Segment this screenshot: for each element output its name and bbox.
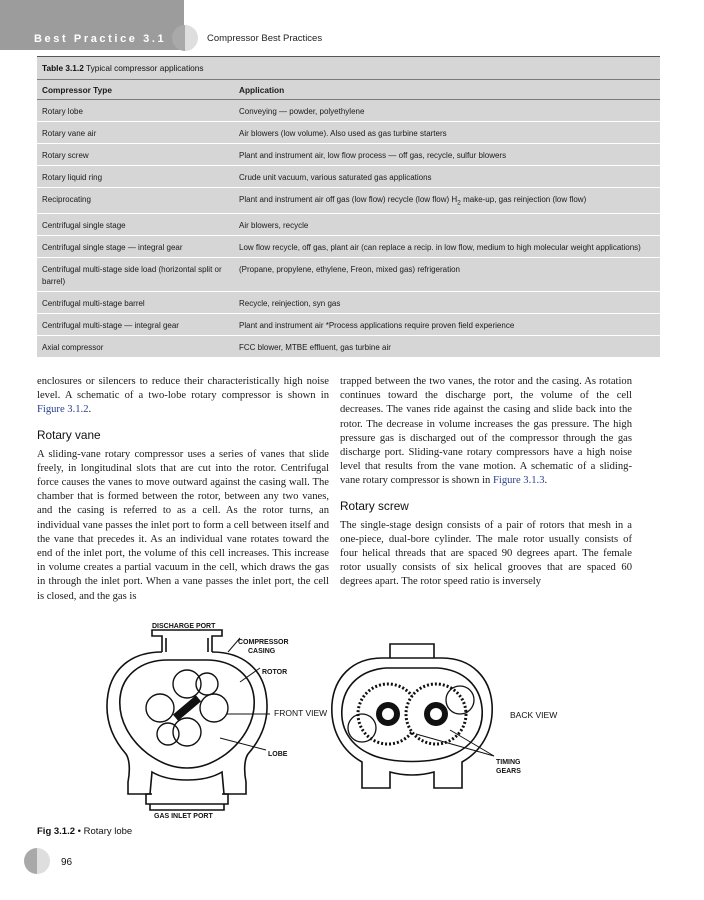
paragraph: [340, 375, 632, 489]
figure-title: Rotary lobe: [83, 826, 133, 837]
front-view-casing: [107, 630, 267, 810]
table-row: [37, 214, 660, 236]
col-header-type: Compressor Type: [42, 85, 112, 95]
table-caption: [37, 57, 660, 80]
cell-type: Rotary lobe: [42, 107, 83, 116]
cell-application: Low flow recycle, off gas, plant air (can replace a recip. in low flow, medium to high molecular weight applications): [239, 242, 641, 252]
label-gears: GEARS: [496, 768, 521, 775]
figure-number: Fig 3.1.2: [37, 826, 76, 837]
timing-gears: [348, 684, 474, 744]
label-timing: TIMING: [496, 759, 521, 766]
cell-type: Centrifugal single stage: [42, 220, 126, 230]
subscript-2: 2: [457, 199, 461, 207]
cell-application: Air blowers (low volume). Also used as gas turbine starters: [239, 129, 447, 138]
label-front-view: FRONT VIEW: [274, 708, 328, 718]
paragraph-text: .: [544, 475, 548, 487]
figure-caption: [37, 826, 132, 837]
cell-type: Reciprocating: [42, 195, 91, 204]
table-header-row: [37, 80, 660, 100]
table-row: [37, 188, 660, 214]
cell-application: Plant and instrument air, low flow process — off gas, recycle, sulfur blowers: [239, 151, 507, 160]
cell-application: Air blowers, recycle: [239, 220, 309, 230]
applications-table: [37, 56, 660, 357]
figure-link[interactable]: Figure 3.1.3: [493, 475, 545, 487]
table-title: Typical compressor applications: [85, 63, 204, 73]
cell-type: Centrifugal single stage — integral gear: [42, 242, 183, 252]
cell-type: Rotary screw: [42, 151, 89, 160]
label-gas-inlet-port: GAS INLET PORT: [154, 813, 213, 820]
header-circle-ornament: [172, 25, 198, 51]
cell-type: Axial compressor: [42, 342, 104, 352]
table-row: [37, 122, 660, 144]
section-label: Best Practice 3.1: [34, 33, 167, 45]
right-column: [340, 375, 632, 590]
page-number: 96: [61, 857, 73, 868]
label-rotor: ROTOR: [262, 669, 288, 676]
cell-application-post: make-up, gas reinjection (low flow): [460, 195, 587, 204]
table-row: [37, 258, 660, 292]
table-row: [37, 100, 660, 122]
paragraph-text: trapped between the two vanes, the rotor and the casing. As rotation continues toward the discharge port, the volume of the cell decreases. The vanes ride against the casing and slide back into the rotor. The decrease in volume increases the gas pressure. The high pressure gas is discharged out of the compressor through the gas discharge port. Sliding-vane rotary compressors have a high noise level that results from the vane motion. A schematic of a sliding-vane rotary compressor is shown in: [340, 376, 632, 487]
cell-type: Rotary liquid ring: [42, 173, 103, 182]
cell-application: Conveying — powder, polyethylene: [239, 107, 365, 116]
label-discharge-port: DISCHARGE PORT: [152, 623, 216, 630]
cell-application-pre: Plant and instrument air off gas (low flow) recycle (low flow) H: [239, 195, 458, 204]
table-number: Table 3.1.2: [42, 63, 84, 73]
caption-bullet: •: [77, 826, 81, 837]
running-title: Compressor Best Practices: [207, 33, 323, 44]
cell-type: Centrifugal multi-stage — integral gear: [42, 320, 179, 330]
cell-type: Centrifugal multi-stage barrel: [42, 298, 145, 308]
cell-application: (Propane, propylene, ethylene, Freon, mixed gas) refrigeration: [239, 264, 461, 274]
label-casing: CASING: [248, 648, 276, 655]
cell-application: Crude unit vacuum, various saturated gas applications: [239, 173, 432, 182]
label-lobe: LOBE: [268, 751, 288, 758]
left-column: [37, 375, 329, 604]
paragraph: The single-stage design consists of a pair of rotors that mesh in a one-piece, dual-bore cylinder. The male rotor usually consists of four helical threads that are spaced 90 degrees apart. The female rotor usually consists of six helical grooves that are spaced 60 degrees apart. The rotor speed ratio is inversely: [340, 519, 632, 588]
table-row: [37, 236, 660, 258]
cell-type: Rotary vane air: [42, 129, 97, 138]
col-header-application: Application: [239, 85, 285, 95]
table-row: [37, 292, 660, 314]
cell-application: [234, 188, 660, 213]
paragraph-text: .: [88, 404, 92, 416]
table-row: [37, 166, 660, 188]
cell-application: Recycle, reinjection, syn gas: [239, 298, 341, 308]
footer-circle-ornament: [24, 848, 50, 874]
rotor-shafts: [173, 695, 201, 720]
table-row: [37, 144, 660, 166]
paragraph: A sliding-vane rotary compressor uses a series of vanes that slide freely, in longitudinal slots that are cut into the rotor. Centrifugal force causes the vanes to move outward against the casing wall. The chamber that is formed between the rotor, between any two vanes, and the casing is referred to as a cell. As the rotor turns, an individual vane passes the inlet port to form a cell between itself and the vane that precedes it. As an individual vane rotates toward the end of the inlet port, the volume of this cell increases. This increase in volume creates a partial vacuum in the cell, which draws the gas in through the inlet port. When a vane passes the inlet port, the cell is closed, and the gas is: [37, 448, 329, 602]
label-compressor: COMPRESSOR: [238, 639, 289, 646]
section-heading-rotary-vane: Rotary vane: [37, 427, 101, 442]
table-row: [37, 336, 660, 357]
paragraph-text: enclosures or silencers to reduce their characteristically high noise level. A schematic of a two-lobe rotary compressor is shown in: [37, 376, 329, 402]
cell-type: Centrifugal multi-stage side load (horizontal split or barrel): [42, 264, 222, 286]
paragraph: [37, 375, 329, 418]
cell-application: Plant and instrument air *Process applications require proven field experience: [239, 320, 515, 330]
section-heading-rotary-screw: Rotary screw: [340, 498, 409, 513]
cell-application: FCC blower, MTBE effluent, gas turbine air: [239, 342, 391, 352]
label-back-view: BACK VIEW: [510, 710, 558, 720]
rotary-lobe-schematic: [90, 622, 610, 822]
figure-link[interactable]: Figure 3.1.2: [37, 404, 89, 416]
table-row: [37, 314, 660, 336]
